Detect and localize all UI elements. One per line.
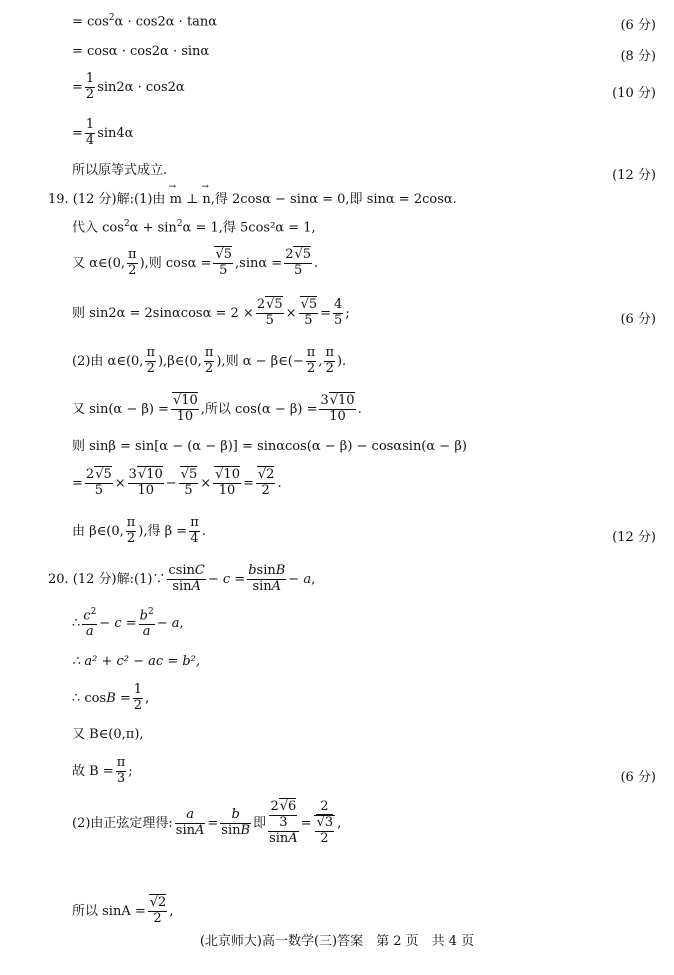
q19-head: 19. (12 分)解:(1)由 → m ⊥ → n,得 2cosα − sinα = 0,即 sinα = 2cosα. bbox=[48, 193, 457, 206]
prev-conclusion: 所以原等式成立. bbox=[72, 163, 168, 178]
score-6c: (6 分) bbox=[620, 770, 656, 785]
q20-B: 故 B = $\frac{\pi}{3}$ ; bbox=[72, 755, 133, 786]
q20-l3: ∴ a² + c² − ac = b², bbox=[72, 654, 201, 669]
score-6: (6 分) bbox=[620, 18, 656, 33]
page-footer: (北京师大)高一数学(三)答案 第 2 页 共 4 页 bbox=[199, 934, 475, 949]
q20-part2: (2)由正弦定理得: $\frac{a}{\sin A}$ = $\frac{b}{\sin B}$ 即 $\frac{\frac{2√6}{3}}{\sin A}$ = $\frac{2}{\frac{√3}{2}}$ , bbox=[72, 799, 342, 846]
q20-also: 又 B∈(0,π), bbox=[72, 727, 144, 742]
line-1: = $\cos^2\alpha \cdot \cos 2\alpha \cdot \tan\alpha$ bbox=[72, 13, 218, 30]
line-4: = $\frac{1}{4}$ sin4α bbox=[72, 117, 134, 148]
q19-part2: (2)由 α∈(0, $\frac{\pi}{2}$ ),β∈(0, $\frac{\pi}{2}$ ),则 α − β∈(− $\frac{\pi}{2}$ , $\frac{\pi}{2}$ ). bbox=[72, 345, 347, 376]
score-6b: (6 分) bbox=[620, 312, 656, 327]
q20-cosB: ∴ cosB = $\frac{1}{2}$ , bbox=[72, 682, 150, 713]
line-3: = $\frac{1}{2}$ sin2α · cos2α bbox=[72, 71, 185, 102]
score-12b: (12 分) bbox=[612, 530, 656, 545]
score-12: (12 分) bbox=[612, 168, 656, 183]
q19-sin-diff: 又 sin(α − β) = $\frac{√10}{10}$ ,所以 cos(α − β) = $\frac{3√10}{10}$ . bbox=[72, 393, 362, 424]
q19-sinb: 则 sinβ = sin[α − (α − β)] = sinαcos(α − β) − cosαsin(α − β) bbox=[72, 439, 467, 454]
q19-sub: 代入 $\cos^2\alpha + \sin^2\alpha = 1$,得 5cos²α = 1, bbox=[72, 219, 316, 236]
q19-sin2a: 则 sin2α = 2sinαcosα = 2 × $\frac{2√5}{5}$ × $\frac{√5}{5}$ = $\frac{4}{5}$ ; bbox=[72, 297, 350, 328]
line-2: = cosα · cos2α · sinα bbox=[72, 44, 210, 59]
q19-alpha-range: 又 α∈(0, $\frac{\pi}{2}$ ),则 cosα = $\frac{√5}{5}$ ,sinα = $\frac{2√5}{5}$ . bbox=[72, 247, 319, 278]
score-10: (10 分) bbox=[612, 86, 656, 101]
score-8: (8 分) bbox=[620, 49, 656, 64]
q20-head: 20. (12 分)解:(1)∵ $\frac{csinC}{\sin A}$ − c = $\frac{bsinB}{\sin A}$ − a, bbox=[48, 563, 316, 594]
q20-sinA: 所以 sinA = $\frac{√2}{2}$ , bbox=[72, 895, 174, 926]
q20-l2: ∴ $\frac{c^2}{a}$ − c = $\frac{b^2}{a}$ − a, bbox=[72, 607, 184, 640]
q19-final: 由 β∈(0, $\frac{\pi}{2}$ ),得 β = $\frac{\pi}{4}$ . bbox=[72, 515, 206, 546]
q19-calc: = $\frac{2√5}{5}$ × $\frac{3√10}{10}$ − $\frac{√5}{5}$ × $\frac{√10}{10}$ = $\frac{√2}{2}$ . bbox=[72, 467, 282, 498]
